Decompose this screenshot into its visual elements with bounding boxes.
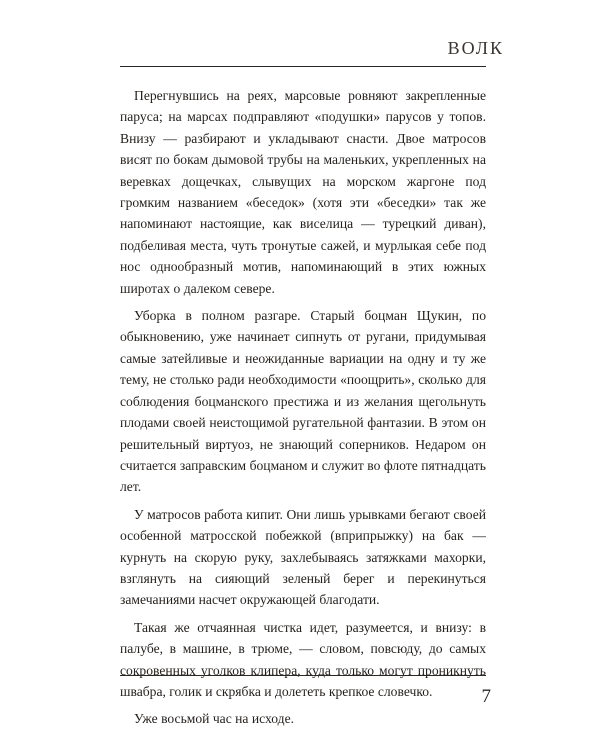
page-number: 7 [481, 686, 491, 707]
running-head-title: ВОЛК [447, 38, 504, 58]
paragraph: Перегнувшись на реях, марсовые ровняют закрепленные паруса; на марсах подправляют «подушки» парусов у топов. Внизу — разбирают и укладывают снасти. Двое матросов висят по бокам дымовой трубы на маленьких, укрепленных на веревках дощечках, слывущих на морском жаргоне под громким названием «беседок» (хотя эти «беседки» так же напоминают настоящие, как виселица — турецкий диван), подбеливая места, чуть тронутые сажей, и мурлыкая себе под нос однообразный мотив, напоминающий в этих южных широтах о далеком севере. [120, 88, 486, 296]
paragraph: Такая же отчаянная чистка идет, разумеется, и внизу: в палубе, в машине, в трюме, — словом, повсюду, до самых сокровенных уголков клипера, куда только могут проникнуть швабра, голик и скрябка и долететь крепкое словечко. [120, 619, 486, 699]
header-rule [120, 66, 486, 67]
footer-rule [120, 675, 486, 676]
paragraph: У матросов работа кипит. Они лишь урывками бегают своей особенной матросской побежкой (вприпрыжку) на бак — курнуть на скорую руку, захлебываясь затяжками махорки, взглянуть на сияющий зеленый берег и перекинуться замечаниями насчет окружающей благодати. [120, 506, 486, 608]
body-text [120, 85, 486, 736]
paragraph: Уборка в полном разгаре. Старый боцман Щукин, по обыкновению, уже начинает сипнуть от ругани, придумывая самые затейливые и неожиданные вариации на одну и ту же тему, не столько ради необходимости «поощрить», сколько для соблюдения боцманского престижа и из желания щегольнуть плодами своей неистощимой ругательной фантазии. В этом он решительный виртуоз, не знающий соперников. Недаром он считается заправским боцманом и служит во флоте пятнадцать лет. [120, 308, 486, 495]
paragraph: Уже восьмой час на исходе. [134, 711, 295, 727]
